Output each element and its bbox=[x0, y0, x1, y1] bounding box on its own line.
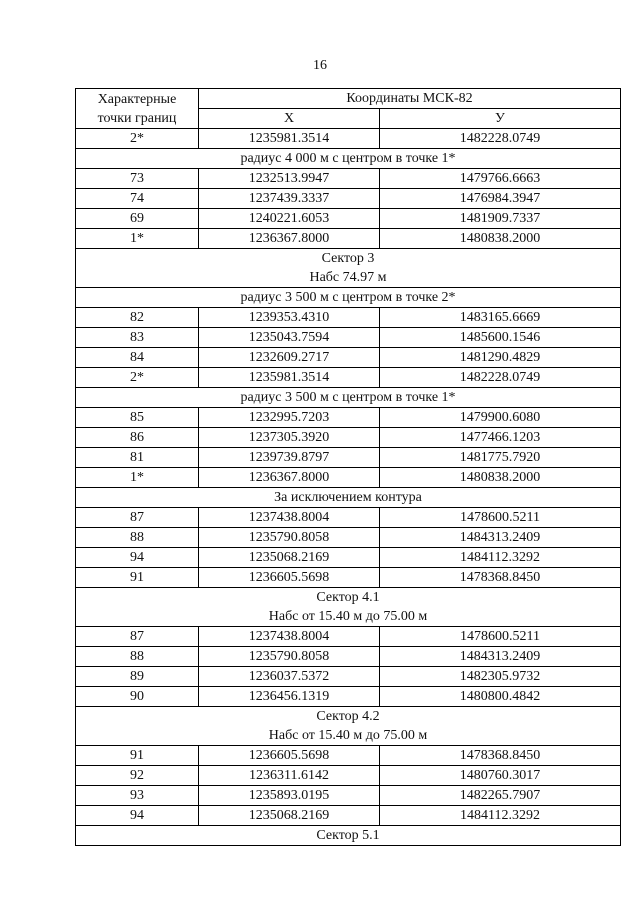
table-row bbox=[76, 448, 621, 468]
point-cell: 88 bbox=[76, 528, 199, 548]
point-cell: 91 bbox=[76, 568, 199, 588]
section-row bbox=[76, 826, 621, 846]
points-column-header bbox=[76, 89, 199, 129]
table-row bbox=[76, 308, 621, 328]
x-coordinate-cell: 1239353.4310 bbox=[199, 308, 380, 328]
x-coordinate-cell: 1235790.8058 bbox=[199, 528, 380, 548]
point-cell: 2* bbox=[76, 129, 199, 149]
x-coordinate-cell: 1239739.8797 bbox=[199, 448, 380, 468]
y-coordinate-cell: 1482228.0749 bbox=[380, 368, 621, 388]
y-coordinate-cell: 1480838.2000 bbox=[380, 229, 621, 249]
y-coordinate-cell: 1478368.8450 bbox=[380, 568, 621, 588]
y-coordinate-cell: 1479766.6663 bbox=[380, 169, 621, 189]
section-row bbox=[76, 488, 621, 508]
x-coordinate-cell: 1236456.1319 bbox=[199, 687, 380, 707]
point-cell: 85 bbox=[76, 408, 199, 428]
table-row bbox=[76, 647, 621, 667]
sector-title: Сектор 3 bbox=[321, 251, 375, 266]
y-coordinate-cell: 1480838.2000 bbox=[380, 468, 621, 488]
section-label: За исключением контура bbox=[76, 488, 621, 508]
page-number: 16 bbox=[313, 58, 327, 73]
y-coordinate-cell: 1484112.3292 bbox=[380, 548, 621, 568]
y-coordinate-cell: 1483165.6669 bbox=[380, 308, 621, 328]
point-cell: 88 bbox=[76, 647, 199, 667]
point-cell: 82 bbox=[76, 308, 199, 328]
point-cell: 69 bbox=[76, 209, 199, 229]
y-coordinate-cell: 1482265.7907 bbox=[380, 786, 621, 806]
coordinates-system-header: Координаты МСК-82 bbox=[199, 89, 621, 109]
x-coordinate-cell: 1236367.8000 bbox=[199, 229, 380, 249]
table-row bbox=[76, 766, 621, 786]
coordinates-table bbox=[75, 88, 621, 846]
point-cell: 94 bbox=[76, 548, 199, 568]
y-coordinate-cell: 1482305.9732 bbox=[380, 667, 621, 687]
table-row bbox=[76, 508, 621, 528]
sector-header bbox=[76, 249, 621, 288]
x-coordinate-cell: 1235893.0195 bbox=[199, 786, 380, 806]
table-row bbox=[76, 568, 621, 588]
table-row bbox=[76, 687, 621, 707]
sector-title: Сектор 4.1 bbox=[316, 590, 380, 605]
point-cell: 87 bbox=[76, 627, 199, 647]
y-coordinate-cell: 1478600.5211 bbox=[380, 508, 621, 528]
y-coordinate-cell: 1482228.0749 bbox=[380, 129, 621, 149]
point-cell: 91 bbox=[76, 746, 199, 766]
table-row bbox=[76, 209, 621, 229]
table-row bbox=[76, 627, 621, 647]
x-coordinate-cell: 1237439.3337 bbox=[199, 189, 380, 209]
point-cell: 93 bbox=[76, 786, 199, 806]
x-coordinate-cell: 1236037.5372 bbox=[199, 667, 380, 687]
y-coordinate-cell: 1484313.2409 bbox=[380, 647, 621, 667]
section-label: радиус 3 500 м с центром в точке 1* bbox=[76, 388, 621, 408]
y-coordinate-cell: 1485600.1546 bbox=[380, 328, 621, 348]
section-row bbox=[76, 388, 621, 408]
table-row bbox=[76, 129, 621, 149]
x-coordinate-cell: 1237438.8004 bbox=[199, 627, 380, 647]
x-coordinate-cell: 1236605.5698 bbox=[199, 746, 380, 766]
point-cell: 86 bbox=[76, 428, 199, 448]
y-coordinate-cell: 1484112.3292 bbox=[380, 806, 621, 826]
x-coordinate-cell: 1232995.7203 bbox=[199, 408, 380, 428]
x-column-header: X bbox=[199, 109, 380, 129]
sector-header-row bbox=[76, 588, 621, 627]
point-cell: 94 bbox=[76, 806, 199, 826]
table-row bbox=[76, 806, 621, 826]
x-coordinate-cell: 1235068.2169 bbox=[199, 806, 380, 826]
point-cell: 2* bbox=[76, 368, 199, 388]
y-column-header: У bbox=[380, 109, 621, 129]
sector-height: Набс от 15.40 м до 75.00 м bbox=[268, 728, 428, 743]
table-row bbox=[76, 548, 621, 568]
point-cell: 1* bbox=[76, 468, 199, 488]
table-row bbox=[76, 408, 621, 428]
section-row bbox=[76, 149, 621, 169]
section-label: радиус 3 500 м с центром в точке 2* bbox=[76, 288, 621, 308]
x-coordinate-cell: 1232513.9947 bbox=[199, 169, 380, 189]
table-row bbox=[76, 468, 621, 488]
y-coordinate-cell: 1484313.2409 bbox=[380, 528, 621, 548]
x-coordinate-cell: 1235981.3514 bbox=[199, 129, 380, 149]
section-label: радиус 4 000 м с центром в точке 1* bbox=[76, 149, 621, 169]
x-coordinate-cell: 1236311.6142 bbox=[199, 766, 380, 786]
x-coordinate-cell: 1236605.5698 bbox=[199, 568, 380, 588]
table-row bbox=[76, 328, 621, 348]
y-coordinate-cell: 1477466.1203 bbox=[380, 428, 621, 448]
x-coordinate-cell: 1235981.3514 bbox=[199, 368, 380, 388]
x-coordinate-cell: 1235068.2169 bbox=[199, 548, 380, 568]
sector-title: Сектор 4.2 bbox=[316, 709, 380, 724]
table-row bbox=[76, 746, 621, 766]
sector-header bbox=[76, 707, 621, 746]
x-coordinate-cell: 1235043.7594 bbox=[199, 328, 380, 348]
table-body bbox=[76, 129, 621, 846]
sector-header bbox=[76, 588, 621, 627]
y-coordinate-cell: 1479900.6080 bbox=[380, 408, 621, 428]
y-coordinate-cell: 1481909.7337 bbox=[380, 209, 621, 229]
point-cell: 74 bbox=[76, 189, 199, 209]
x-coordinate-cell: 1237438.8004 bbox=[199, 508, 380, 528]
point-cell: 83 bbox=[76, 328, 199, 348]
sector-header-row bbox=[76, 707, 621, 746]
point-cell: 1* bbox=[76, 229, 199, 249]
points-header-line1: Характерные bbox=[97, 91, 177, 107]
table-row bbox=[76, 428, 621, 448]
table-row bbox=[76, 169, 621, 189]
table-row bbox=[76, 528, 621, 548]
y-coordinate-cell: 1480760.3017 bbox=[380, 766, 621, 786]
x-coordinate-cell: 1237305.3920 bbox=[199, 428, 380, 448]
y-coordinate-cell: 1478368.8450 bbox=[380, 746, 621, 766]
point-cell: 84 bbox=[76, 348, 199, 368]
point-cell: 89 bbox=[76, 667, 199, 687]
point-cell: 81 bbox=[76, 448, 199, 468]
x-coordinate-cell: 1232609.2717 bbox=[199, 348, 380, 368]
y-coordinate-cell: 1481775.7920 bbox=[380, 448, 621, 468]
table-row bbox=[76, 348, 621, 368]
y-coordinate-cell: 1480800.4842 bbox=[380, 687, 621, 707]
x-coordinate-cell: 1235790.8058 bbox=[199, 647, 380, 667]
section-row bbox=[76, 288, 621, 308]
table-header-row bbox=[76, 89, 621, 109]
point-cell: 73 bbox=[76, 169, 199, 189]
x-coordinate-cell: 1240221.6053 bbox=[199, 209, 380, 229]
table-row bbox=[76, 368, 621, 388]
x-coordinate-cell: 1236367.8000 bbox=[199, 468, 380, 488]
point-cell: 87 bbox=[76, 508, 199, 528]
y-coordinate-cell: 1478600.5211 bbox=[380, 627, 621, 647]
y-coordinate-cell: 1476984.3947 bbox=[380, 189, 621, 209]
sector-header-row bbox=[76, 249, 621, 288]
table-row bbox=[76, 229, 621, 249]
y-coordinate-cell: 1481290.4829 bbox=[380, 348, 621, 368]
table-row bbox=[76, 667, 621, 687]
point-cell: 90 bbox=[76, 687, 199, 707]
points-header-line2: точки границ bbox=[97, 110, 177, 126]
sector-height: Набс 74.97 м bbox=[309, 270, 387, 285]
table-row bbox=[76, 786, 621, 806]
sector-height: Набс от 15.40 м до 75.00 м bbox=[268, 609, 428, 624]
section-label: Сектор 5.1 bbox=[76, 826, 621, 846]
table-row bbox=[76, 189, 621, 209]
point-cell: 92 bbox=[76, 766, 199, 786]
